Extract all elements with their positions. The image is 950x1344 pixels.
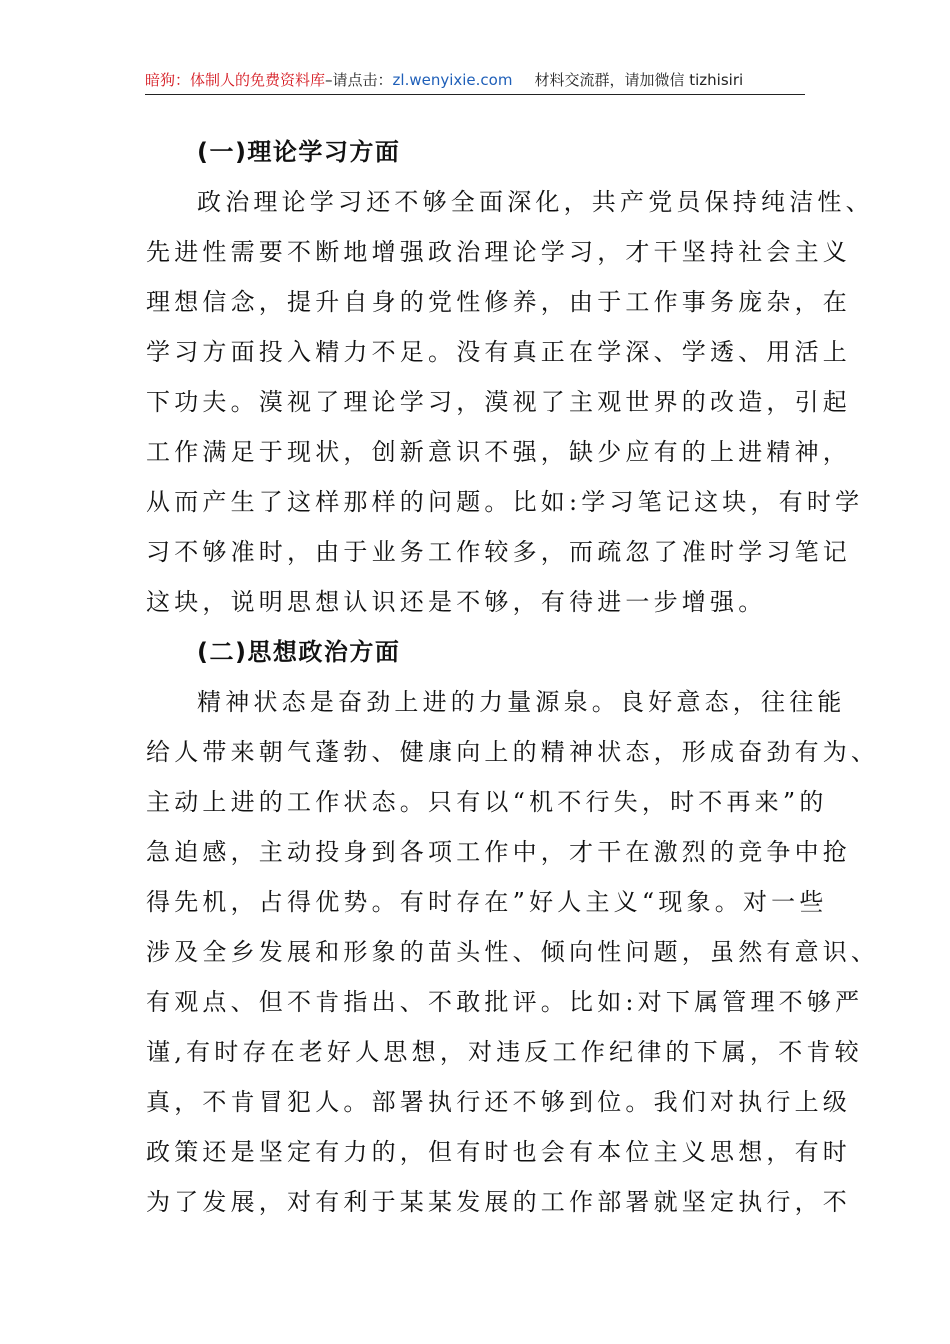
section-heading-politics: (二)思想政治方面 <box>197 638 401 666</box>
page-header <box>145 70 805 95</box>
paragraph-line: 给人带来朝气蓬勃、健康向上的精神状态，形成奋劲有为、 <box>146 738 880 766</box>
paragraph-line: 为了发展，对有利于某某发展的工作部署就坚定执行，不 <box>146 1188 851 1216</box>
paragraph-line: 从而产生了这样那样的问题。比如:学习笔记这块，有时学 <box>146 488 864 516</box>
paragraph-line: 急迫感，主动投身到各项工作中，才干在激烈的竞争中抢 <box>146 838 851 866</box>
paragraph-line: 有观点、但不肯指出、不敢批评。比如:对下属管理不够严 <box>146 988 864 1016</box>
paragraph-line: 谨,有时存在老好人思想，对违反工作纪律的下属，不肯较 <box>146 1038 863 1066</box>
paragraph-line: 习不够准时，由于业务工作较多，而疏忽了准时学习笔记 <box>146 538 851 566</box>
paragraph-line: 理想信念，提升自身的党性修养，由于工作事务庞杂，在 <box>146 288 851 316</box>
paragraph-line: 工作满足于现状，创新意识不强，缺少应有的上进精神， <box>146 438 851 466</box>
paragraph-line: 学习方面投入精力不足。没有真正在学深、学透、用活上 <box>146 338 851 366</box>
header-site-name: 暗狗：体制人的免费资料库 <box>145 71 326 89</box>
paragraph-line: 先进性需要不断地增强政治理论学习，才干坚持社会主义 <box>146 238 851 266</box>
paragraph-line: 真，不肯冒犯人。部署执行还不够到位。我们对执行上级 <box>146 1088 851 1116</box>
paragraph-line: 主动上进的工作状态。只有以“机不行失，时不再来”的 <box>146 788 828 816</box>
paragraph-line: 政策还是坚定有力的，但有时也会有本位主义思想，有时 <box>146 1138 851 1166</box>
paragraph-line: 这块，说明思想认识还是不够，有待进一步增强。 <box>146 588 767 616</box>
header-prompt: –请点击： <box>325 71 393 89</box>
header-contact: 材料交流群，请加微信 tizhisiri <box>534 71 744 89</box>
paragraph-line: 精神状态是奋劲上进的力量源泉。良好意态，往往能 <box>197 688 846 716</box>
paragraph-line: 政治理论学习还不够全面深化，共产党员保持纯洁性、 <box>197 188 874 216</box>
header-link[interactable]: zl.wenyixie.com <box>392 71 513 89</box>
paragraph-line: 得先机，占得优势。有时存在”好人主义“现象。对一些 <box>146 888 828 916</box>
paragraph-line: 涉及全乡发展和形象的苗头性、倾向性问题，虽然有意识、 <box>146 938 880 966</box>
section-heading-theory: (一)理论学习方面 <box>197 138 401 166</box>
paragraph-line: 下功夫。漠视了理论学习，漠视了主观世界的改造，引起 <box>146 388 851 416</box>
